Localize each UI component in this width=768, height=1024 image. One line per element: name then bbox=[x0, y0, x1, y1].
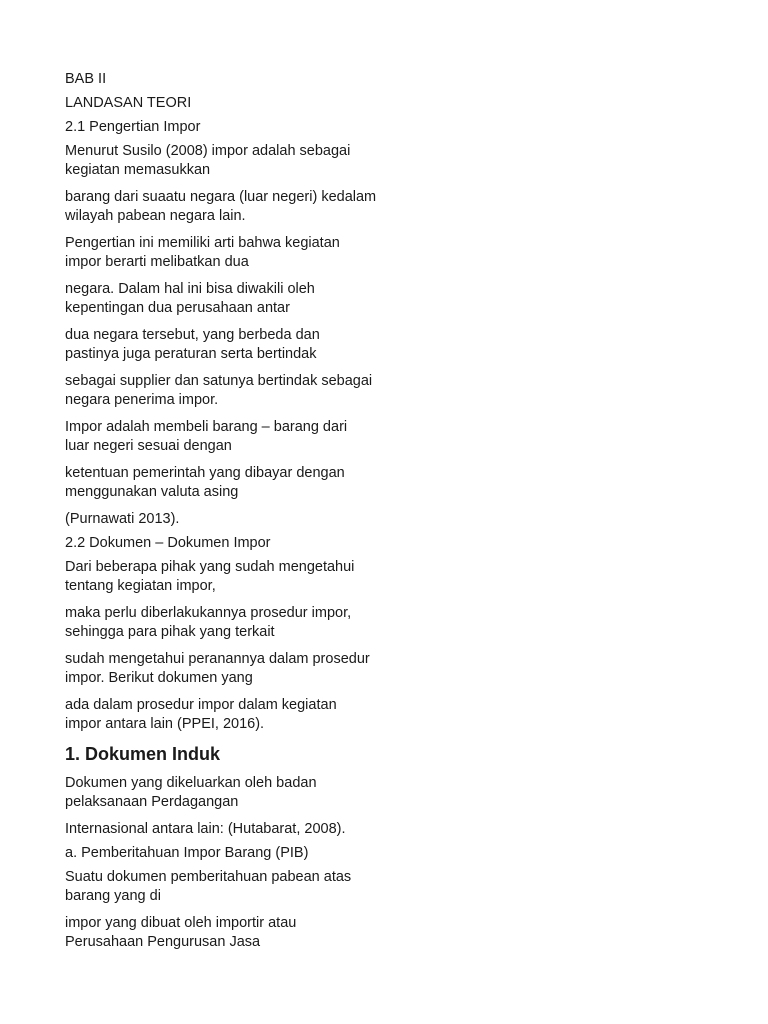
text-line: pelaksanaan Perdagangan bbox=[65, 794, 239, 810]
paragraph bbox=[65, 604, 425, 642]
text-line: ada dalam prosedur impor dalam kegiatan bbox=[65, 697, 337, 713]
document-body bbox=[65, 70, 425, 960]
citation-line: (Purnawati 2013). bbox=[65, 511, 180, 527]
text-line: menggunakan valuta asing bbox=[65, 484, 239, 500]
text-line: Perusahaan Pengurusan Jasa bbox=[65, 934, 261, 950]
text-line: kegiatan memasukkan bbox=[65, 162, 211, 178]
text-line: barang yang di bbox=[65, 888, 161, 904]
text-line: sebagai supplier dan satunya bertindak sebagai bbox=[65, 373, 373, 389]
text-line: pastinya juga peraturan serta bertindak bbox=[65, 346, 317, 362]
text-line: impor yang dibuat oleh importir atau bbox=[65, 915, 297, 931]
text-line: impor berarti melibatkan dua bbox=[65, 254, 249, 270]
section-heading-2-2: 2.2 Dokumen – Dokumen Impor bbox=[65, 535, 271, 551]
text-line: Dokumen yang dikeluarkan oleh badan bbox=[65, 775, 317, 791]
text-line: Dari beberapa pihak yang sudah mengetahui bbox=[65, 559, 355, 575]
text-line: wilayah pabean negara lain. bbox=[65, 208, 246, 224]
text-line: impor. Berikut dokumen yang bbox=[65, 670, 253, 686]
text-line: tentang kegiatan impor, bbox=[65, 578, 216, 594]
paragraph bbox=[65, 188, 425, 226]
paragraph bbox=[65, 914, 425, 952]
paragraph bbox=[65, 464, 425, 502]
heading-dokumen-induk: 1. Dokumen Induk bbox=[65, 744, 221, 764]
text-line: barang dari suaatu negara (luar negeri) kedalam bbox=[65, 189, 377, 205]
text-line: sudah mengetahui peranannya dalam prosedur bbox=[65, 651, 370, 667]
paragraph bbox=[65, 650, 425, 688]
subheading-pib: a. Pemberitahuan Impor Barang (PIB) bbox=[65, 845, 309, 861]
paragraph bbox=[65, 868, 425, 906]
text-line: luar negeri sesuai dengan bbox=[65, 438, 232, 454]
text-line: maka perlu diberlakukannya prosedur impor, bbox=[65, 605, 352, 621]
paragraph bbox=[65, 326, 425, 364]
text-line: Internasional antara lain: (Hutabarat, 2008). bbox=[65, 821, 346, 837]
text-line: Pengertian ini memiliki arti bahwa kegiatan bbox=[65, 235, 340, 251]
text-line: dua negara tersebut, yang berbeda dan bbox=[65, 327, 320, 343]
paragraph bbox=[65, 280, 425, 318]
section-heading-2-1: 2.1 Pengertian Impor bbox=[65, 119, 201, 135]
paragraph bbox=[65, 142, 425, 180]
paragraph bbox=[65, 418, 425, 456]
text-line: Menurut Susilo (2008) impor adalah sebagai bbox=[65, 143, 351, 159]
paragraph bbox=[65, 372, 425, 410]
text-line: Impor adalah membeli barang – barang dari bbox=[65, 419, 348, 435]
paragraph bbox=[65, 774, 425, 812]
text-line: ketentuan pemerintah yang dibayar dengan bbox=[65, 465, 345, 481]
text-line: negara penerima impor. bbox=[65, 392, 219, 408]
paragraph bbox=[65, 696, 425, 734]
text-line: impor antara lain (PPEI, 2016). bbox=[65, 716, 265, 732]
text-line: kepentingan dua perusahaan antar bbox=[65, 300, 290, 316]
text-line: sehingga para pihak yang terkait bbox=[65, 624, 275, 640]
paragraph bbox=[65, 234, 425, 272]
text-line: Suatu dokumen pemberitahuan pabean atas bbox=[65, 869, 352, 885]
text-line: negara. Dalam hal ini bisa diwakili oleh bbox=[65, 281, 315, 297]
chapter-title: LANDASAN TEORI bbox=[65, 95, 192, 111]
chapter-number: BAB II bbox=[65, 71, 107, 87]
paragraph bbox=[65, 558, 425, 596]
